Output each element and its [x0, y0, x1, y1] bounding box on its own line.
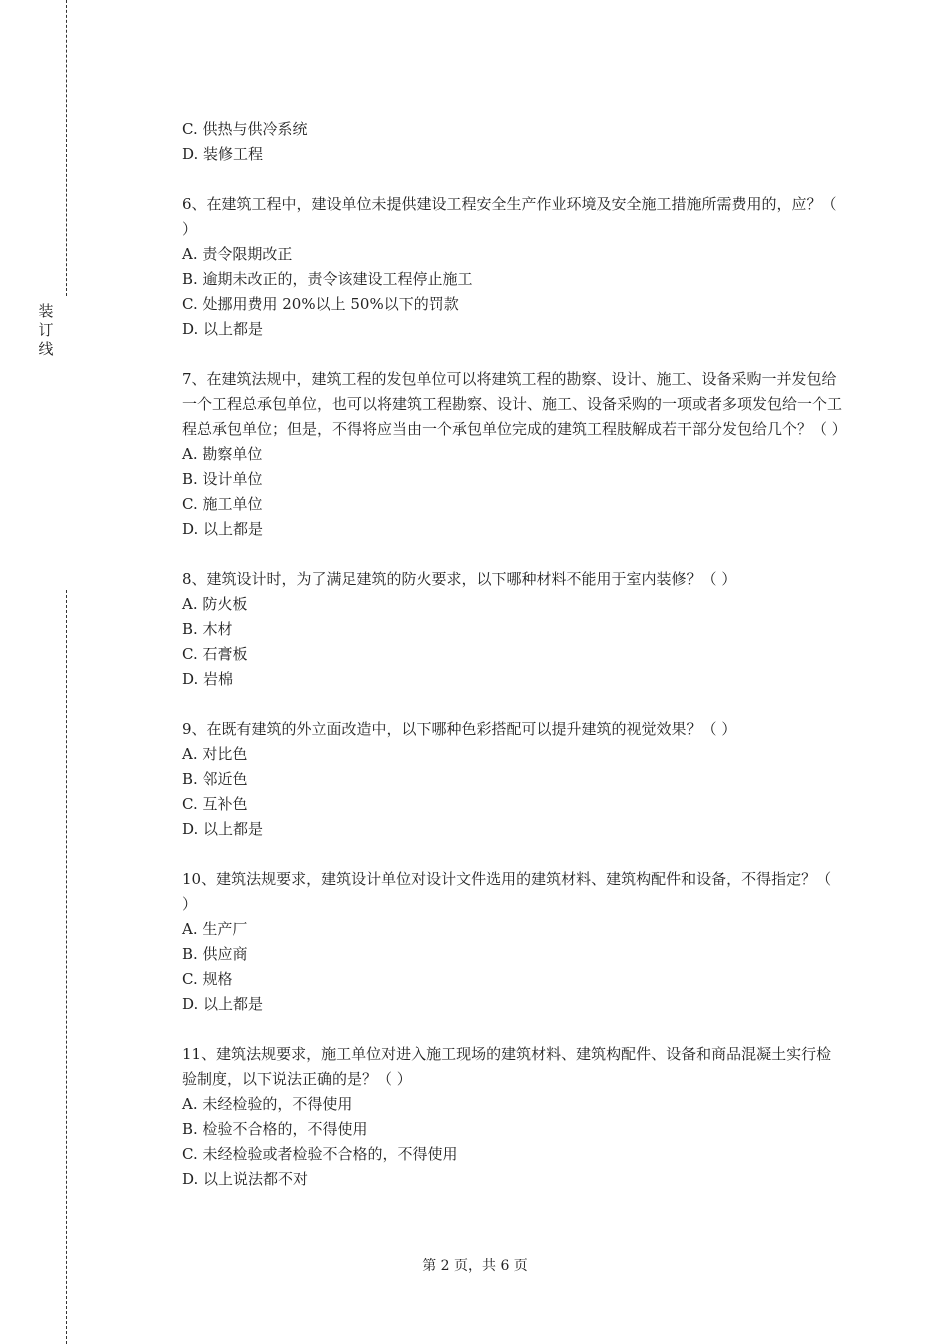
option: B. 供应商	[182, 945, 248, 963]
question-text: 9、在既有建筑的外立面改造中，以下哪种色彩搭配可以提升建筑的视觉效果？（ ）	[182, 720, 737, 738]
option: C. 处挪用费用 20%以上 50%以下的罚款	[182, 295, 459, 313]
option: D. 以上都是	[182, 520, 264, 538]
option: D. 装修工程	[182, 145, 264, 163]
binding-line-top	[66, 0, 67, 296]
option: B. 设计单位	[182, 470, 263, 488]
option: D. 以上都是	[182, 820, 264, 838]
option: B. 检验不合格的，不得使用	[182, 1120, 368, 1138]
question-item	[182, 717, 842, 842]
question-text: 6、在建筑工程中，建设单位未提供建设工程安全生产作业环境及安全施工措施所需费用的，应？（ ）	[182, 195, 837, 238]
option: D. 岩棉	[182, 670, 234, 688]
question-item	[182, 1042, 842, 1192]
option: D. 以上都是	[182, 320, 264, 338]
question-text: 11、建筑法规要求，施工单位对进入施工现场的建筑材料、建筑构配件、设备和商品混凝土实行检验制度，以下说法正确的是？（ ）	[182, 1045, 832, 1088]
question-item	[182, 567, 842, 692]
option: A. 责令限期改正	[182, 245, 293, 263]
option: C. 供热与供冷系统	[182, 120, 308, 138]
question-text: 7、在建筑法规中，建筑工程的发包单位可以将建筑工程的勘察、设计、施工、设备采购一并发包给一个工程总承包单位，也可以将建筑工程勘察、设计、施工、设备采购的一项或者多项发包给一个工程总承包单位；但是，不得将应当由一个承包单位完成的建筑工程肢解成若干部分发包给几个？（ ）	[182, 370, 847, 438]
page-footer: 第 2 页，共 6 页	[422, 1258, 528, 1274]
option: C. 规格	[182, 970, 233, 988]
option: C. 石膏板	[182, 645, 248, 663]
option: C. 互补色	[182, 795, 248, 813]
option: C. 未经检验或者检验不合格的，不得使用	[182, 1145, 458, 1163]
option: B. 邻近色	[182, 770, 248, 788]
option: A. 未经检验的，不得使用	[182, 1095, 353, 1113]
binding-line-bottom	[66, 590, 67, 1344]
option: B. 逾期未改正的，责令该建设工程停止施工	[182, 270, 473, 288]
option: D. 以上说法都不对	[182, 1170, 309, 1188]
option: B. 木材	[182, 620, 233, 638]
option: A. 对比色	[182, 745, 248, 763]
question-item	[182, 192, 842, 342]
option: A. 防火板	[182, 595, 248, 613]
option: A. 生产厂	[182, 920, 248, 938]
question-item	[182, 117, 842, 167]
option: D. 以上都是	[182, 995, 264, 1013]
question-text: 8、建筑设计时，为了满足建筑的防火要求，以下哪种材料不能用于室内装修？（ ）	[182, 570, 737, 588]
question-list	[182, 117, 847, 1217]
option: C. 施工单位	[182, 495, 263, 513]
question-item	[182, 867, 842, 1017]
question-text: 10、建筑法规要求，建筑设计单位对设计文件选用的建筑材料、建筑构配件和设备，不得指定？（ ）	[182, 870, 832, 913]
binding-label: 装订线	[38, 302, 54, 358]
option: A. 勘察单位	[182, 445, 263, 463]
question-item	[182, 367, 847, 542]
